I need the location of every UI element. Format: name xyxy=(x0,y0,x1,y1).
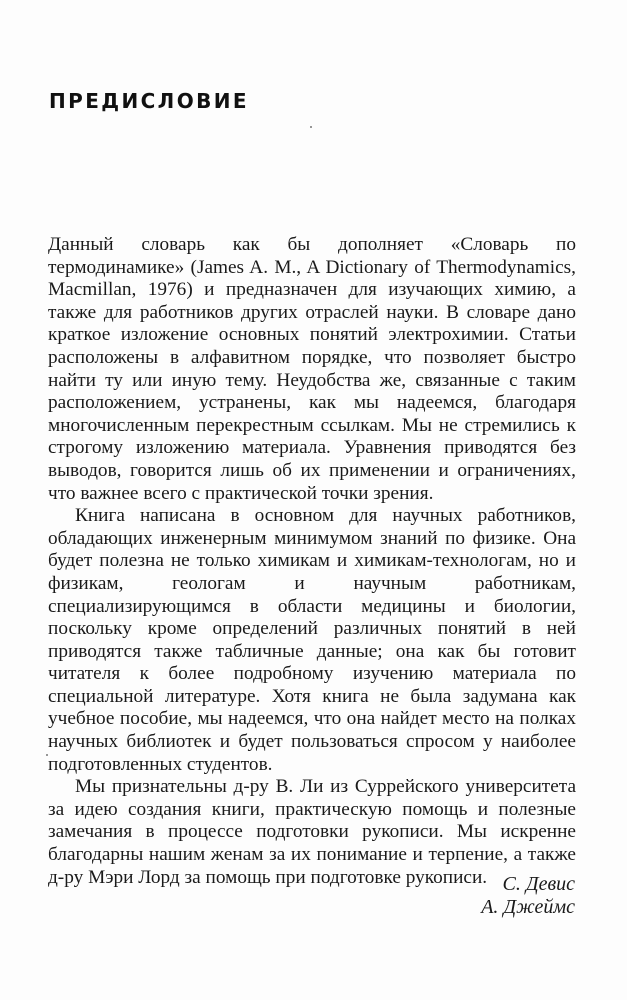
preface-body xyxy=(48,234,576,889)
paragraph-acknowledgements: Мы признательны д-ру В. Ли из Суррейского университета за идею создания книги, практическую помощь и полезные замечания в процессе подготовки рукописи. Мы искренне благодарны нашим женам за их понимание и терпение, а также д-ру Мэри Лорд за помощь при подготовке рукописи. xyxy=(48,776,576,888)
paragraph-audience: Книга написана в основном для научных работников, обладающих инженерным минимумом знаний по физике. Она будет полезна не только химикам и химикам-технологам, но и физикам, геологам и научным работникам, специализирующимся в области медицины и биологии, поскольку кроме определений различных понятий в ней приводятся также табличные данные; она как бы готовит читателя к более подробному изучению материала по специальной литературе. Хотя книга не была задумана как учебное пособие, мы надеемся, что она найдет место на полках научных библиотек и будет пользоваться спросом у наиболее подготовленных студентов. xyxy=(48,505,576,775)
page-title: ПРЕДИСЛОВИЕ xyxy=(49,89,249,113)
author-signature: А. Джеймс xyxy=(481,896,575,918)
print-speck xyxy=(310,126,312,128)
author-signatures xyxy=(481,873,575,919)
print-speck xyxy=(46,754,48,756)
paragraph-intro: Данный словарь как бы дополняет «Словарь по термодинамике» (James A. M., A Dictionary of Thermodynamics, Macmillan, 1976) и предназначен для изучающих химию, а также для работников других отраслей науки. В словаре дано краткое изложение основных понятий электрохимии. Статьи расположены в алфавитном порядке, что позволяет быстро найти ту или иную тему. Неудобства же, связанные с таким расположением, устранены, как мы надеемся, благодаря многочисленным перекрестным ссылкам. Мы не стремились к строгому изложению материала. Уравнения приводятся без выводов, говорится лишь об их применении и ограничениях, что важнее всего с практической точки зрения. xyxy=(48,234,576,504)
author-signature: С. Девис xyxy=(502,873,575,895)
